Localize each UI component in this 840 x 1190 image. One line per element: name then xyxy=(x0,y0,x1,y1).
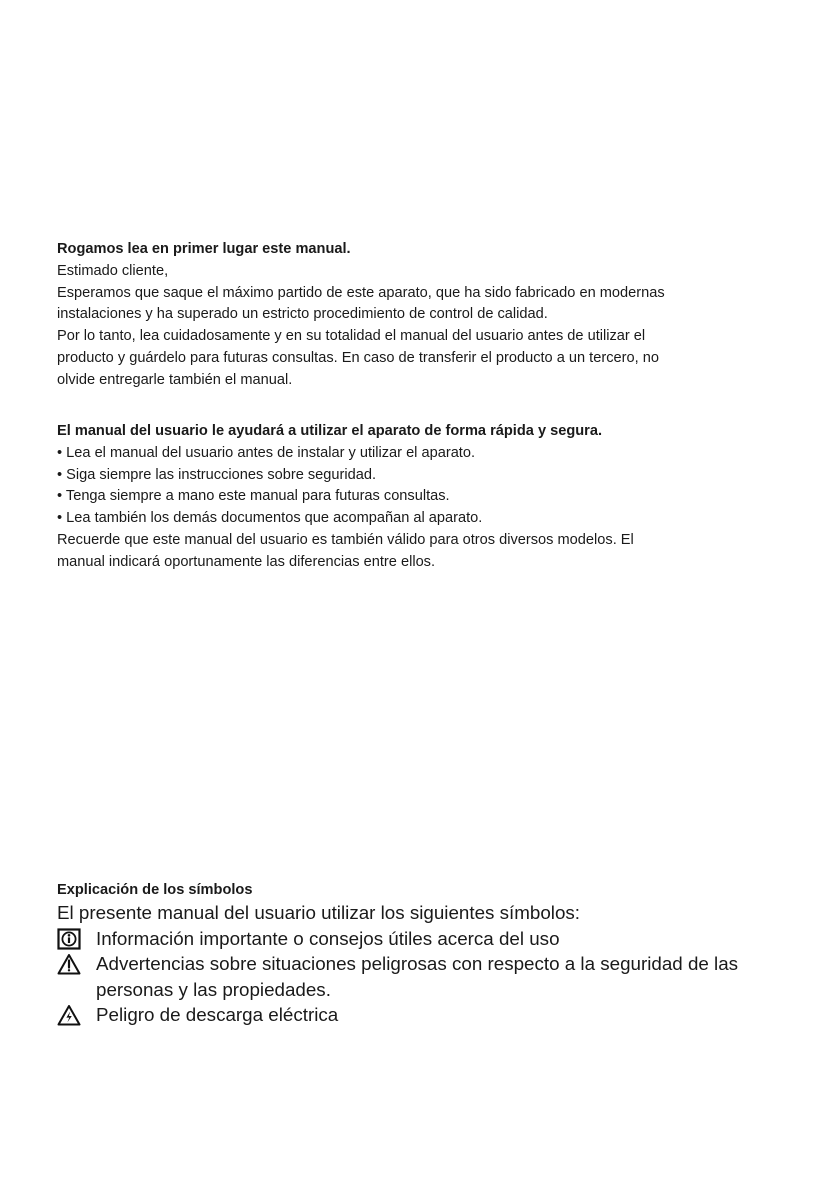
warning-icon xyxy=(57,953,81,975)
electric-shock-icon xyxy=(57,1004,81,1026)
symbol-description: Información importante o consejos útiles acerca del uso xyxy=(96,927,560,949)
symbol-description: personas y las propiedades. xyxy=(96,978,331,1000)
intro-line: instalaciones y ha superado un estricto procedimiento de control de calidad. xyxy=(57,306,548,323)
intro-line: Por lo tanto, lea cuidadosamente y en su totalidad el manual del usuario antes de utilizar el xyxy=(57,328,646,345)
guide-bullet: • Tenga siempre a mano este manual para futuras consultas. xyxy=(57,488,450,505)
intro-heading: Rogamos lea en primer lugar este manual. xyxy=(57,241,351,257)
intro-line: producto y guárdelo para futuras consultas. En caso de transferir el producto a un tercero, no xyxy=(57,349,659,366)
symbols-intro: El presente manual del usuario utilizar los siguientes símbolos: xyxy=(57,902,581,923)
symbol-row-info xyxy=(57,926,797,952)
symbol-description: Advertencias sobre situaciones peligrosas con respecto a la seguridad de las xyxy=(96,953,739,974)
intro-section xyxy=(57,239,797,392)
symbol-row-warning xyxy=(57,951,797,1002)
intro-line: Estimado cliente, xyxy=(57,262,169,279)
intro-line: olvide entregarle también el manual. xyxy=(57,371,293,388)
guide-heading: El manual del usuario le ayudará a utilizar el aparato de forma rápida y segura. xyxy=(57,423,603,439)
guide-bullet: • Siga siempre las instrucciones sobre seguridad. xyxy=(57,466,377,483)
guide-closing-line: manual indicará oportunamente las diferencias entre ellos. xyxy=(57,553,436,570)
guide-bullet: • Lea el manual del usuario antes de instalar y utilizar el aparato. xyxy=(57,444,476,461)
symbols-section xyxy=(57,880,797,1028)
guide-closing-line: Recuerde que este manual del usuario es también válido para otros diversos modelos. El xyxy=(57,531,634,548)
guide-bullet: • Lea también los demás documentos que acompañan al aparato. xyxy=(57,510,483,527)
symbol-description: Peligro de descarga eléctrica xyxy=(96,1004,339,1025)
guide-section xyxy=(57,421,797,574)
intro-line: Esperamos que saque el máximo partido de este aparato, que ha sido fabricado en modernas xyxy=(57,284,665,301)
symbols-heading: Explicación de los símbolos xyxy=(57,882,253,898)
info-icon xyxy=(57,928,81,950)
symbol-row-electric xyxy=(57,1002,797,1028)
